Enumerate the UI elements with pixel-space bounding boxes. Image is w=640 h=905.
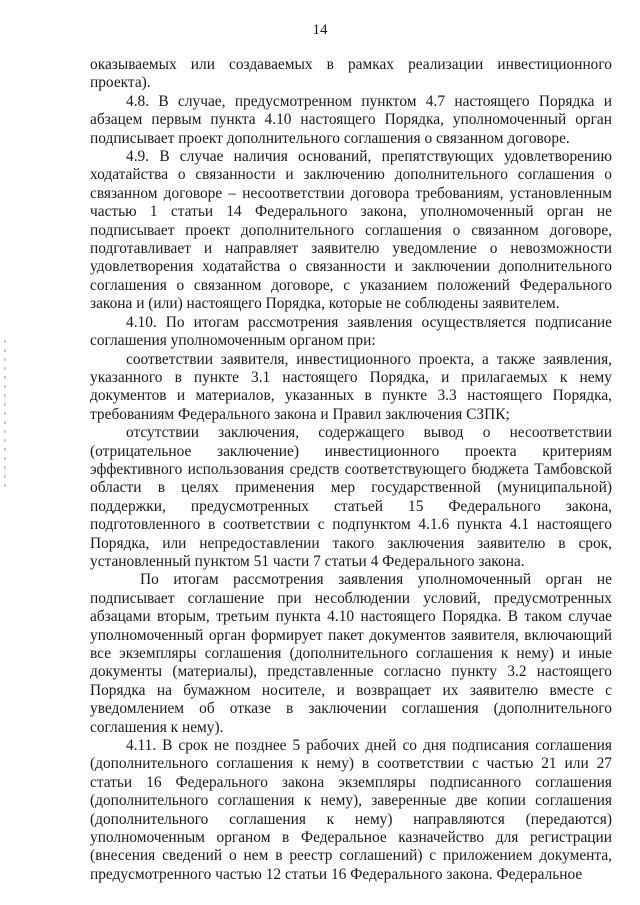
page-number: 14 — [312, 22, 328, 38]
scan-artifact-mark — [4, 340, 6, 490]
paragraph-refusal: По итогам рассмотрения заявления уполномоченный орган не подписывает соглашение при несоблюдении условий, предусмотренных абзацами вторым, третьим пункта 4.10 настоящего Порядка. В таком случае уполномоченный орган формирует пакет документов заявителя, включающий все экземпляры соглашения (дополнительного соглашения к нему) и иные документы (материалы), представленные согласно пункту 3.2 настоящего Порядка на бумажном носителе, и возвращает их заявителю вместе с уведомлением об отказе в заключении соглашения (дополнительного соглашения к нему). — [90, 571, 612, 736]
paragraph-4-8: 4.8. В случае, предусмотренном пунктом 4.7 настоящего Порядка и абзацем первым пункта 4.10 настоящего Порядка, уполномоченный орган подписывает проект дополнительного соглашения о связанном договоре. — [90, 92, 612, 147]
paragraph-4-11: 4.11. В срок не позднее 5 рабочих дней со дня подписания соглашения (дополнительного соглашения к нему) в соответствии с частью 21 или 27 статьи 16 Федерального закона экземпляры подписанного соглашения (дополнительного соглашения к нему), заверенные две копии соглашения (дополнительного соглашения к нему) направляются (передаются) уполномоченным органом в Федеральное казначейство для регистрации (внесения сведений о нем в реестр соглашений) с приложением документа, предусмотренного частью 12 статьи 16 Федерального закона. Федеральное — [90, 737, 612, 883]
paragraph-4-10: 4.10. По итогам рассмотрения заявления осуществляется подписание соглашения уполномоченным органом при: — [90, 313, 612, 350]
paragraph-condition-compliance: соответствии заявителя, инвестиционного проекта, а также заявления, указанного в пункте 3.1 настоящего Порядка, и прилагаемых к нему документов и материалов, указанных в пункте 3.3 настоящего Порядка, требованиям Федерального закона и Правил заключения СЗПК; — [90, 350, 612, 423]
paragraph-4-9: 4.9. В случае наличия оснований, препятствующих удовлетворению ходатайства о связанности и заключению дополнительного соглашения о связанном договоре – несоответствии договора требованиям, установленным частью 1 статьи 14 Федерального закона, уполномоченный орган не подписывает проект дополнительного соглашения о связанном договоре, подготавливает и направляет заявителю уведомление о невозможности удовлетворения ходатайства о связанности и заключении дополнительного соглашения о связанном договоре, с указанием положений Федерального закона и (или) настоящего Порядка, которые не соблюдены заявителем. — [90, 148, 612, 313]
paragraph-continuation: оказываемых или создаваемых в рамках реализации инвестиционного проекта). — [90, 56, 612, 92]
document-body — [90, 56, 612, 884]
paragraph-condition-no-negative-conclusion: отсутствии заключения, содержащего вывод о несоответствии (отрицательное заключение) инвестиционного проекта критериям эффективного использования средств соответствующего бюджета Тамбовской области в целях применения мер государственной (муниципальной) поддержки, предусмотренных статьей 15 Федерального закона, подготовленного в соответствии с подпунктом 4.1.6 пункта 4.1 настоящего Порядка, или непредоставлении такого заключения заявителю в срок, установленный пунктом 51 части 7 статьи 4 Федерального закона. — [90, 424, 612, 570]
